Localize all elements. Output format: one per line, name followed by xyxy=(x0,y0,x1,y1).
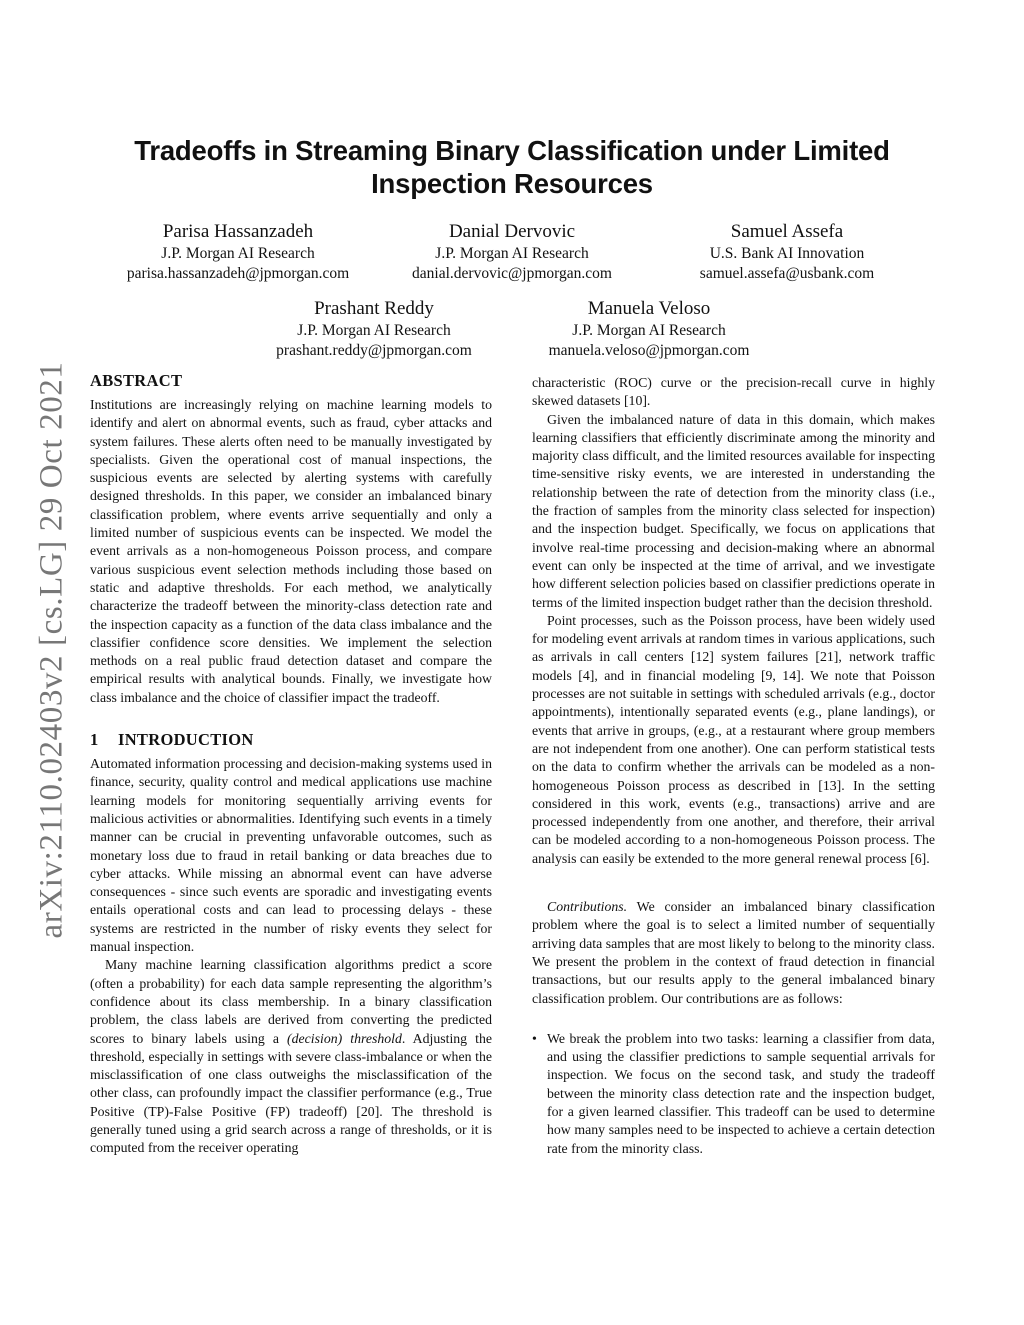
bullet-icon: • xyxy=(532,1030,537,1046)
author-affiliation: J.P. Morgan AI Research xyxy=(572,322,726,339)
left-column xyxy=(90,370,492,1158)
section-title: INTRODUCTION xyxy=(118,730,254,750)
author-affiliation: J.P. Morgan AI Research xyxy=(435,245,589,262)
author-email: manuela.veloso@jpmorgan.com xyxy=(548,342,750,359)
author-block xyxy=(352,220,672,284)
section-heading xyxy=(90,729,492,751)
intro-paragraph-continued: characteristic (ROC) curve or the precision-recall curve in highly skewed datasets [10]. xyxy=(532,375,935,409)
author-name: Manuela Veloso xyxy=(587,298,711,319)
author-block xyxy=(627,220,947,284)
section-number: 1 xyxy=(90,730,99,750)
author-name: Prashant Reddy xyxy=(314,298,434,319)
author-name: Parisa Hassanzadeh xyxy=(162,221,314,242)
author-email: danial.dervovic@jpmorgan.com xyxy=(412,265,612,282)
contributions-list xyxy=(532,1030,935,1158)
author-block xyxy=(489,297,809,361)
arxiv-identifier: arXiv:2110.02403v2 [cs.LG] 29 Oct 2021 xyxy=(33,361,70,939)
contributions-paragraph: Contributions. We consider an imbalanced binary classification problem where the goal is to select a limited number of sequentially arriving data samples that are most likely to belong to the minority class. We present the problem in the context of fraud detection in financial transactions, but our results apply to the general imbalanced binary classification problem. Our contributions are as follows: xyxy=(532,899,935,1006)
intro-paragraph: Given the imbalanced nature of data in this domain, which makes learning classifiers that efficiently discriminate among the minority and majority class difficult, and the limited resources available for inspecting time-sensitive risky events, we are interested in understanding the relationship between the rate of detection from the minority class (i.e., the fraction of samples from the minority class selected for inspection) and the inspection budget. Specifically, we focus on applications that involve real-time processing and decision-making where an abnormal event can only be inspected at the time of arrival, and we investigate how different selection policies based on classifier predictions operate in terms of the limited inspection budget rather than the decision threshold. xyxy=(532,411,935,610)
author-name: Samuel Assefa xyxy=(730,221,844,242)
abstract-text: Institutions are increasingly relying on machine learning models to identify and alert on abnormal events, such as fraud, cyber attacks and system failures. These alerts often need to be manually investigated by specialists. Given the operational cost of manual inspections, the suspicious events are selected by alerting systems with carefully designed thresholds. In this paper, we consider an imbalanced binary classification problem, where events arrive sequentially and only a limited number of suspicious events can be inspected. We model the event arrivals as a non-homogeneous Poisson process, and compare various suspicious event selection methods including those based on static and adaptive thresholds. For each method, we analytically characterize the tradeoff between the minority-class detection rate and the inspection capacity as a function of the data class imbalance and the classifier confidence score densities. We implement the selection methods on a real public fraud detection dataset and compare the empirical results with analytical bounds. Finally, we investigate how class imbalance and the choice of classifier impact the tradeoff. xyxy=(90,397,492,705)
author-affiliation: U.S. Bank AI Innovation xyxy=(709,245,865,262)
abstract-heading: ABSTRACT xyxy=(90,371,183,390)
intro-paragraph: Automated information processing and decision-making systems used in finance, security, quality control and medical applications use machine learning models for monitoring sequentially arriving events for malicious activities or abnormalities. Identifying such events in a timely manner can be crucial in preventing unfavorable outcomes, such as monetary loss due to fraud in retail banking or data breaches due to cyber attacks. While missing an abnormal event can have adverse consequences - since such events are sporadic and investigating events entails operational costs and can lead to processing delays - these systems are restricted in the number of risky events they select for manual inspection. xyxy=(90,756,492,955)
paper-title: Tradeoffs in Streaming Binary Classification under Limited Inspection Resources xyxy=(134,135,890,199)
list-item: • We break the problem into two tasks: learning a classifier from data, and using the classifier predictions to sample sequential arrivals for inspection. We focus on the second task, and study the tradeoff between the minority class detection rate and the inspection budget, for a given learned classifier. This tradeoff can be used to determine how many samples need to be inspected to achieve a certain detection rate from the minority class. xyxy=(532,1030,935,1156)
author-email: prashant.reddy@jpmorgan.com xyxy=(276,342,472,359)
author-name: Danial Dervovic xyxy=(448,221,576,242)
author-affiliation: J.P. Morgan AI Research xyxy=(297,322,451,339)
contributions-label: Contributions. xyxy=(547,899,628,915)
author-affiliation: J.P. Morgan AI Research xyxy=(161,245,315,262)
intro-paragraph: Point processes, such as the Poisson process, have been widely used for modeling event arrivals at random times in various applications, such as arrivals in call centers [12] system failures [21], network traffic models [4], and in financial modeling [9, 14]. We note that Poisson processes are not suitable in settings with scheduled arrivals (e.g., doctor appointments), intentionally separated events (e.g., plane landings), or events that arrive in groups, (e.g., at a restaurant where group members are not independent from one another). One can perform statistical tests on the data to confirm whether the arrivals can be modeled as a non-homogeneous Poisson process as described in [13]. In the setting considered in this work, events (e.g., transactions) arrive and are processed independently from one another, and therefore, their arrival can be modeled according to a non-homogeneous Poisson process. The analysis can easily be extended to the more general renewal process [6]. xyxy=(532,612,935,866)
author-email: parisa.hassanzadeh@jpmorgan.com xyxy=(126,265,350,282)
author-block xyxy=(78,220,398,284)
author-email: samuel.assefa@usbank.com xyxy=(699,265,875,282)
right-column xyxy=(532,374,935,1158)
intro-paragraph: Many machine learning classification algorithms predict a score (often a probability) for each data sample representing the algorithm’s confidence about its class membership. In a binary classification problem, the class labels are derived from converting the predicted scores to binary labels using a (decision) threshold. Adjusting the threshold, especially in settings with severe class-imbalance or when the misclassification of one class outweighs the misclassification of the other class, can profoundly impact the classifier performance (e.g., True Positive (TP)-False Positive (FP) tradeoff) [20]. The threshold is generally tuned using a grid search across a range of thresholds, or it is computed from the receiver operating xyxy=(90,957,492,1156)
author-block xyxy=(214,297,534,361)
emphasis: (decision) threshold xyxy=(287,1030,402,1046)
